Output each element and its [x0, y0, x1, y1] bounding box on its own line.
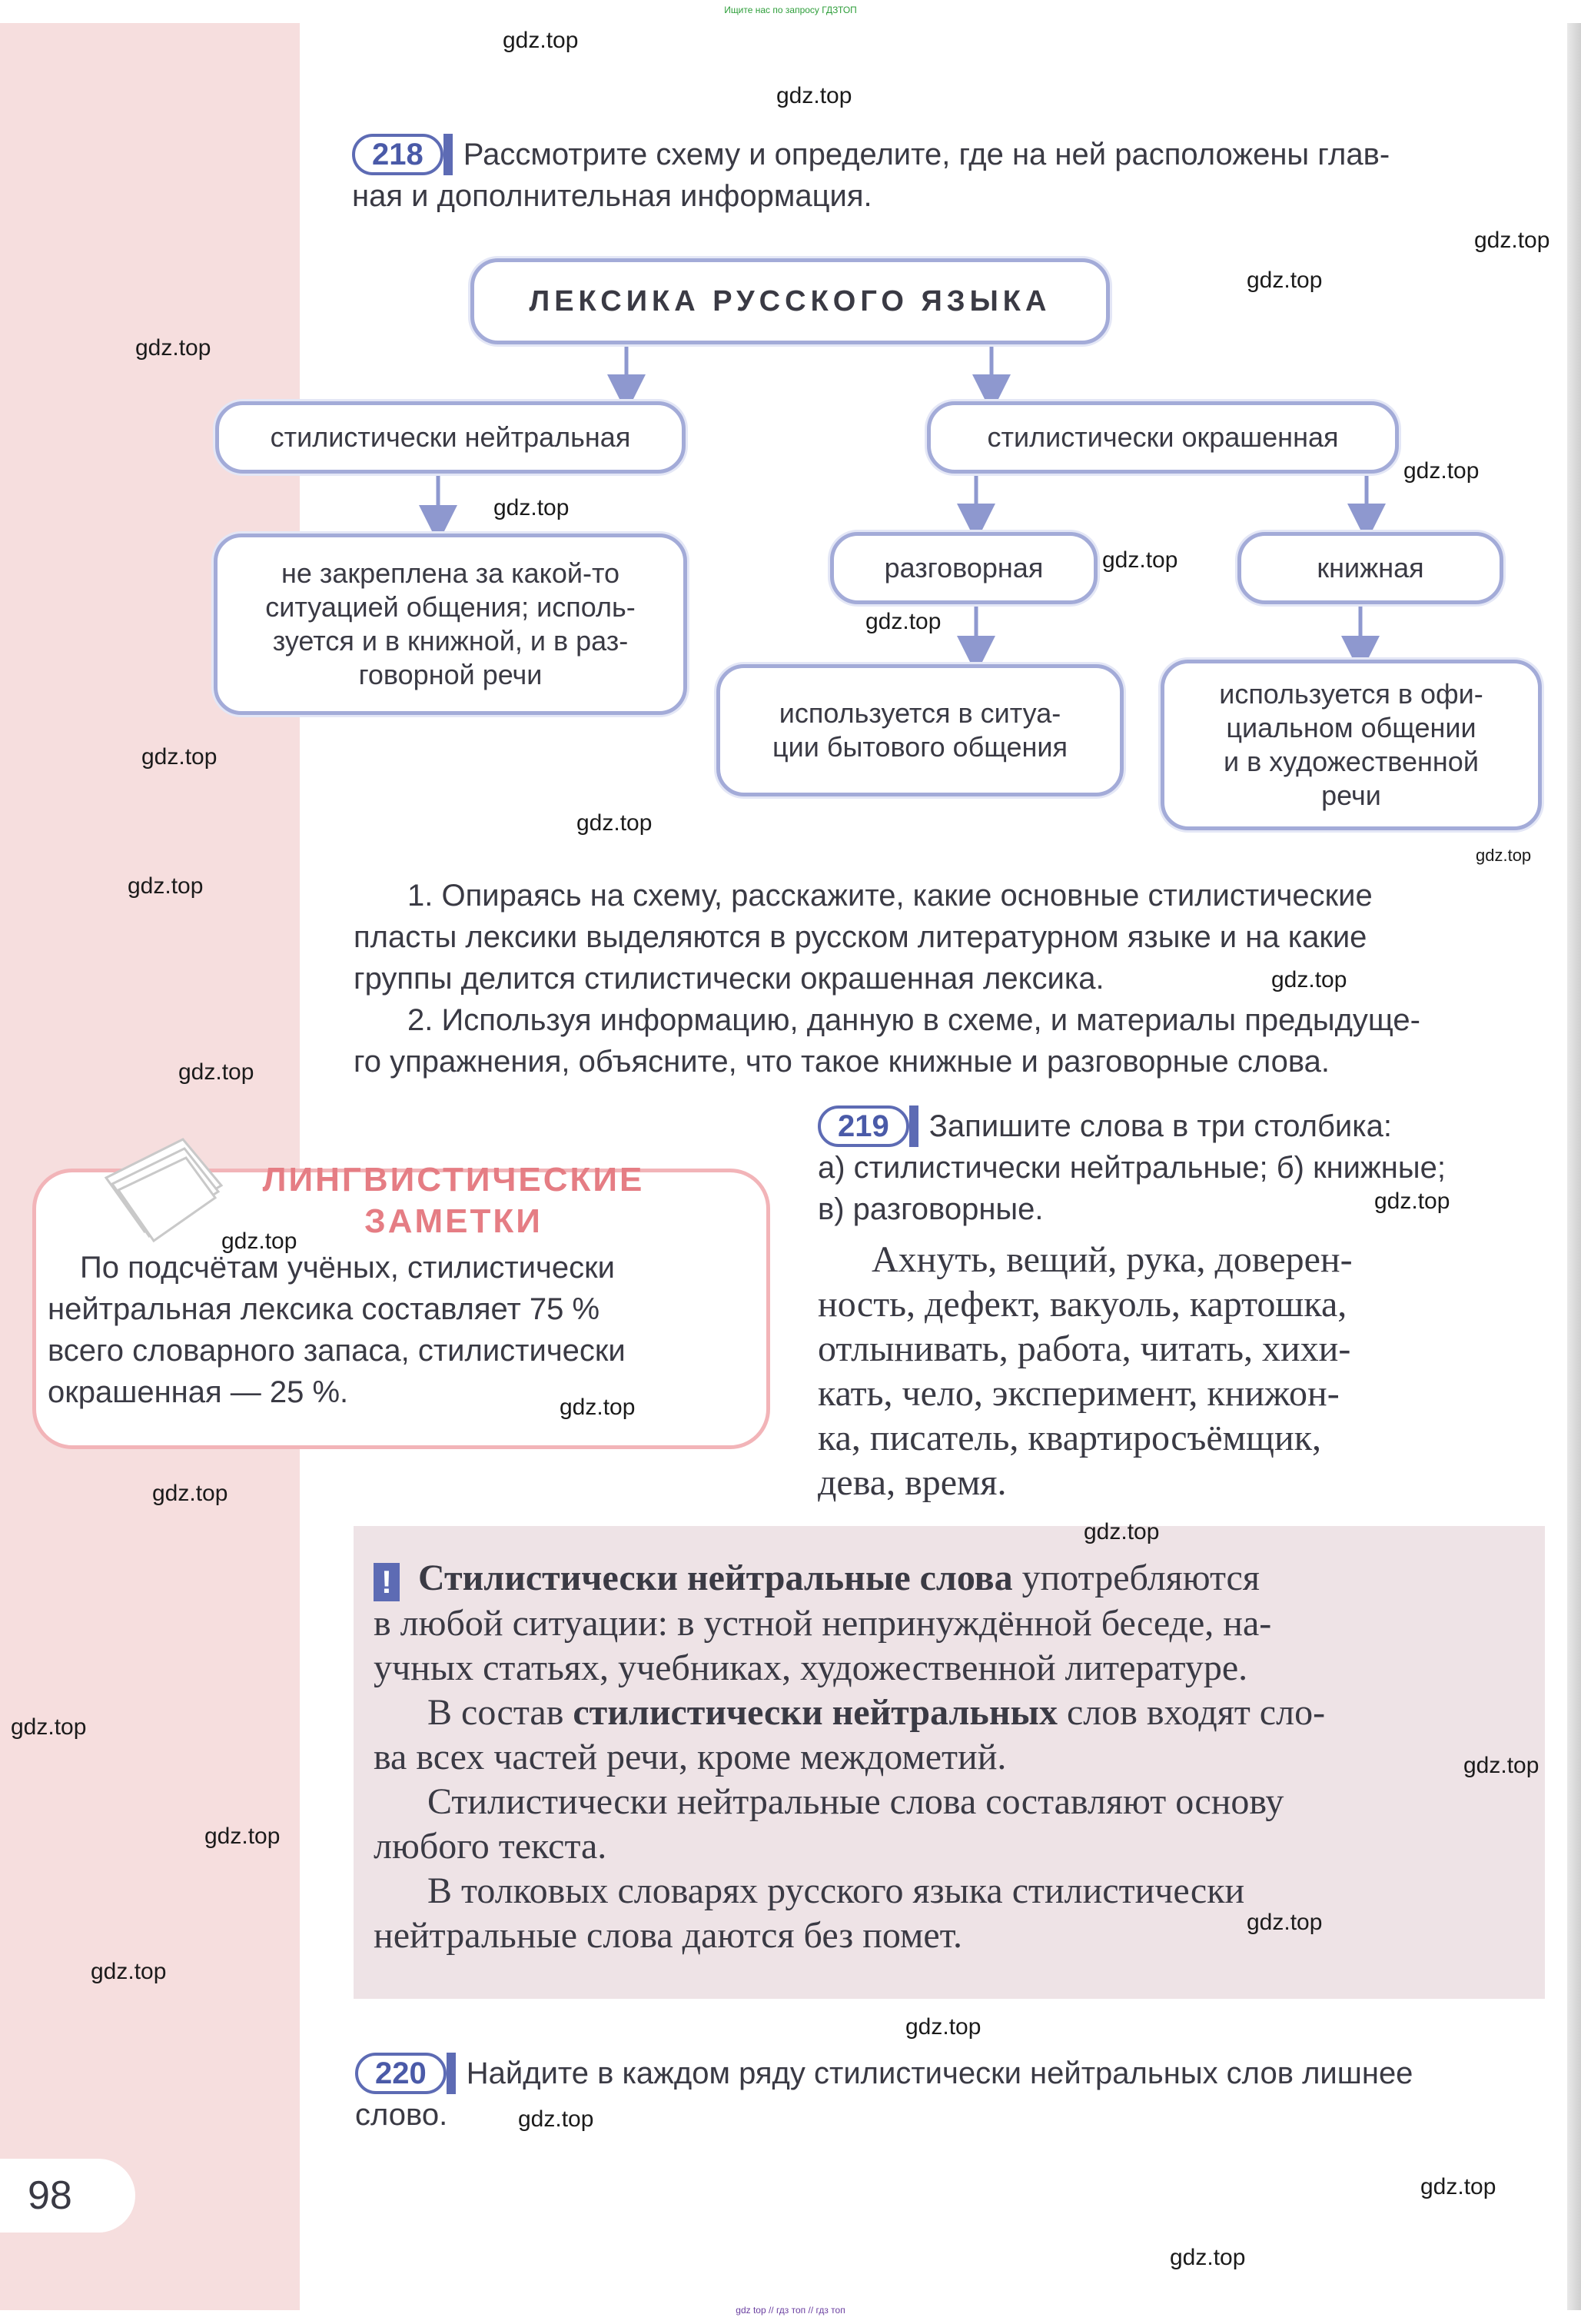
notes-icon — [98, 1132, 229, 1255]
watermark: gdz.top — [1374, 1189, 1450, 1214]
notes-line: окрашенная — 25 %. — [48, 1375, 349, 1409]
rule-text-span: употребляются — [1012, 1558, 1260, 1598]
neutral-desc-line: ситуацией общения; исполь- — [265, 591, 636, 623]
rule-text-span: В состав — [427, 1692, 573, 1733]
scheme-neutral-box: стилистически нейтральная — [215, 401, 686, 474]
exercise-219-words — [818, 1238, 1548, 1505]
bookish-desc-line: используется в офи- — [1219, 678, 1483, 710]
watermark: gdz.top — [1403, 458, 1480, 484]
exercise-number-badge: 219 — [818, 1105, 909, 1147]
watermark: gdz.top — [1247, 268, 1323, 293]
watermark: gdz.top — [1084, 1519, 1160, 1544]
exercise-218-line2: ная и дополнительная информация. — [352, 179, 872, 213]
scheme-colored-box: стилистически окрашенная — [927, 401, 1399, 474]
scheme-root-box: ЛЕКСИКА РУССКОГО ЯЗЫКА — [470, 258, 1110, 344]
watermark: gdz.top — [1476, 846, 1532, 865]
watermark: gdz.top — [11, 1714, 87, 1740]
words-line: дева, время. — [818, 1462, 1007, 1503]
scheme-bookish-desc-box — [1161, 660, 1542, 830]
words-line: кать, чело, эксперимент, книжон- — [818, 1373, 1340, 1414]
rule-line: Стилистически нейтральные слова составляют основу — [427, 1781, 1284, 1822]
neutral-desc-line: не закреплена за какой-то — [281, 557, 620, 589]
watermark: gdz.top — [1420, 2174, 1496, 2199]
words-line: отлынивать, работа, читать, хихи- — [818, 1328, 1351, 1369]
rule-line: нейтральные слова даются без помет. — [374, 1915, 963, 1956]
rule-term-bold: стилистически нейтральных — [573, 1692, 1058, 1733]
neutral-desc-line: говорной речи — [358, 659, 543, 690]
bookish-desc-line: и в художественной — [1224, 746, 1479, 777]
watermark: gdz.top — [204, 1824, 281, 1849]
rule-line: в любой ситуации: в устной непринуждённой беседе, на- — [374, 1603, 1272, 1644]
rule-term-bold: Стилистически нейтральные слова — [418, 1558, 1013, 1598]
watermark: gdz.top — [152, 1481, 228, 1506]
watermark: gdz.top — [141, 744, 218, 770]
watermark: gdz.top — [905, 2014, 981, 2040]
exercise-220-line2: слово. — [355, 2098, 448, 2132]
exercise-number-badge: 220 — [355, 2053, 447, 2094]
notes-line: нейтральная лексика составляет 75 % — [48, 1292, 600, 1326]
watermark: gdz.top — [178, 1059, 254, 1085]
watermark: gdz.top — [865, 609, 942, 634]
top-banner: Ищите нас по запросу ГДЗТОП — [724, 5, 857, 15]
watermark: gdz.top — [1271, 967, 1347, 992]
exercise-220-line1: Найдите в каждом ряду стилистически нейтральных слов лишнее — [466, 2056, 1413, 2090]
scheme-colloquial-desc-box — [716, 664, 1124, 796]
watermark: gdz.top — [518, 2106, 594, 2132]
scheme-colloquial-box: разговорная — [830, 532, 1098, 604]
watermark: gdz.top — [91, 1959, 167, 1984]
exercise-219-line1: Запишите слова в три столбика: — [928, 1109, 1392, 1143]
watermark: gdz.top — [776, 83, 852, 108]
bookish-desc-line: речи — [1321, 780, 1381, 811]
exercise-219-line2: а) стилистически нейтральные; б) книжные; — [818, 1151, 1446, 1185]
exclamation-icon: ! — [374, 1563, 400, 1601]
watermark: gdz.top — [221, 1228, 297, 1254]
rule-line: ва всех частей речи, кроме междометий. — [374, 1737, 1007, 1777]
notes-line: всего словарного запаса, стилистически — [48, 1334, 626, 1368]
question-line: группы делится стилистически окрашенная лексика. — [354, 962, 1104, 996]
watermark: gdz.top — [1463, 1753, 1539, 1778]
bottom-banner: gdz top // гдз топ // гдз топ — [736, 2305, 845, 2316]
exercise-number-badge: 218 — [352, 134, 443, 175]
words-line: ность, дефект, вакуоль, картошка, — [818, 1284, 1347, 1325]
rule-text-span: слов входят сло- — [1057, 1692, 1326, 1733]
colloquial-desc-line: ции бытового общения — [772, 731, 1068, 763]
watermark: gdz.top — [503, 28, 579, 53]
watermark: gdz.top — [1474, 228, 1550, 253]
neutral-desc-line: зуется и в книжной, и в раз- — [272, 625, 629, 657]
watermark: gdz.top — [493, 495, 570, 520]
watermark: gdz.top — [128, 873, 204, 899]
exercise-219-line3: в) разговорные. — [818, 1192, 1044, 1226]
question-line: пласты лексики выделяются в русском литературном языке и на какие — [354, 920, 1367, 954]
watermark: gdz.top — [1247, 1910, 1323, 1935]
rule-line: В толковых словарях русского языка стилистически — [427, 1870, 1245, 1911]
watermark: gdz.top — [1170, 2245, 1246, 2270]
rule-line: учных статьях, учебниках, художественной литературе. — [374, 1647, 1248, 1688]
scheme-bookish-box: книжная — [1237, 532, 1503, 604]
words-line: ка, писатель, квартиросъёмщик, — [818, 1418, 1322, 1458]
rule-text — [374, 1556, 1534, 1958]
scheme-neutral-desc-box — [214, 534, 687, 715]
exercise-218-line1: Рассмотрите схему и определите, где на ней расположены глав- — [463, 138, 1390, 171]
linguistic-notes-text — [48, 1247, 739, 1413]
colloquial-desc-line: используется в ситуа- — [779, 697, 1061, 729]
bookish-desc-line: циальном общении — [1226, 712, 1476, 743]
notes-line: По подсчётам учёных, стилистически — [80, 1251, 615, 1285]
watermark: gdz.top — [135, 335, 211, 361]
rule-line: любого текста. — [374, 1826, 607, 1867]
watermark: gdz.top — [576, 810, 653, 836]
question-line: го упражнения, объясните, что такое книжные и разговорные слова. — [354, 1045, 1330, 1079]
linguistic-notes-title-2: ЗАМЕТКИ — [364, 1202, 543, 1240]
question-line: 2. Используя информацию, данную в схеме, и материалы предыдуще- — [407, 1003, 1420, 1037]
question-line: 1. Опираясь на схему, расскажите, какие основные стилистические — [407, 879, 1373, 913]
watermark: gdz.top — [560, 1395, 636, 1420]
linguistic-notes-title-1: ЛИНГВИСТИЧЕСКИЕ — [262, 1161, 645, 1199]
page-number: 98 — [0, 2159, 135, 2233]
watermark: gdz.top — [1102, 547, 1178, 573]
words-line: Ахнуть, вещий, рука, доверен- — [872, 1239, 1353, 1280]
exercise-218-questions — [354, 875, 1545, 1082]
